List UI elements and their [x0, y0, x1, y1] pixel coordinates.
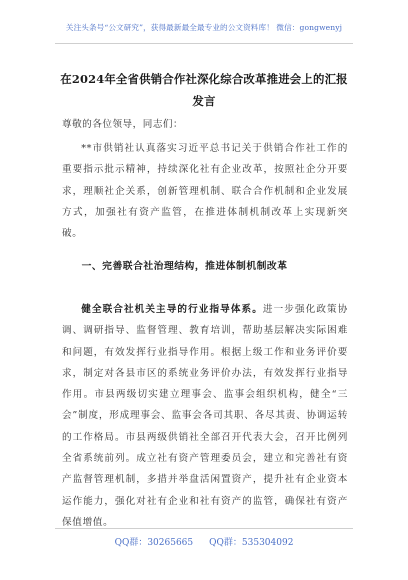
section-paragraph [62, 299, 348, 533]
footer-divider [55, 528, 353, 529]
footer-qq-group-1: QQ群：30265665 [114, 538, 194, 548]
salutation: 尊敬的各位领导，同志们： [62, 119, 184, 130]
section-heading: 一、完善联合社治理结构，推进体制机制改革 [81, 261, 288, 272]
paragraph-lead: 健全联合社机关主导的行业指导体系。 [81, 304, 263, 315]
document-title: 在2024年全省供销合作社深化综合改革推进会上的汇报发言 [60, 72, 348, 108]
header-divider [55, 43, 353, 44]
footer [0, 535, 408, 548]
paragraph-body: 进一步强化政策协调、调研指导、监督管理、教育培训，帮助基层解决实际困难和问题，有效发挥行业指导作用。根据上级工作和业务评价要求，制定对各县市区的系统业务评价办法，有效发挥行业指导作用。市县两级切实建立理事会、监事会组织机构，健全“三会”制度，形成理事会、监事会各司其职、各尽其责、协调运转的工作格局。市县两级供销社全部召开代表大会，召开比例列全省系统前列。成立社有资产管理委员会，建立和完善社有资产监督管理机制，多措并举盘活闲置资产，提升社有企业资本运作能力，强化对社有企业和社有资产的监管，确保社有资产保值增值。 [62, 304, 348, 528]
footer-qq-group-2: QQ群：535304092 [209, 538, 294, 548]
intro-paragraph: **市供销社认真落实习近平总书记关于供销合作社工作的重要指示批示精神，持续深化社有企业改革，按照社企分开要求，理顺社企关系，创新管理机制、联合合作机制和企业发展方式，加强社有资产监管，在推进体制机制改革上实现新突破。 [62, 143, 348, 240]
header-banner: 关注头条号“公文研究”，获得最新最全最专业的公文资料库！ 微信：gongwenyj [65, 23, 343, 32]
